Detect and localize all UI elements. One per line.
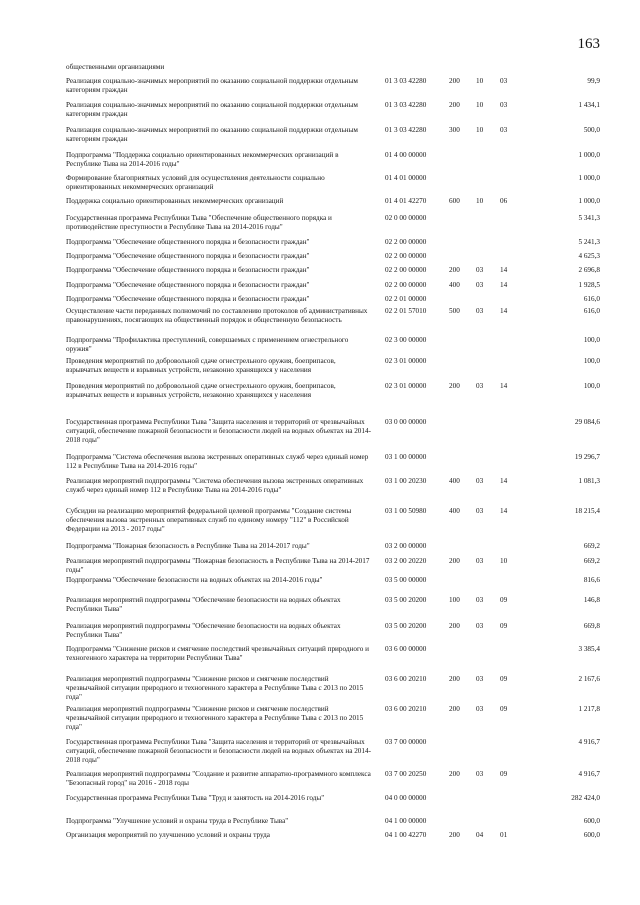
row-pr: 03	[476, 477, 484, 485]
row-code: 03 1 00 20230	[385, 477, 427, 485]
row-name: Государственная программа Республики Тыва "Обеспечение общественного порядка и противодействие преступности в Республике Тыва на 2014-2016 годы"	[66, 214, 332, 231]
row-sum: 100,0	[583, 382, 600, 390]
row-sum: 616,0	[583, 307, 600, 315]
row-rz: 200	[449, 675, 460, 683]
row-code: 03 2 00 00000	[385, 542, 427, 550]
row-code: 03 6 00 20210	[385, 705, 427, 713]
row-code: 03 5 00 00000	[385, 576, 427, 584]
row-name: Подпрограмма "Обеспечение общественного порядка и безопасности граждан"	[66, 266, 310, 274]
row-rz: 400	[449, 507, 460, 515]
row-sum: 5 341,3	[578, 214, 600, 222]
row-rz: 100	[449, 596, 460, 604]
row-code: 01 4 00 00000	[385, 151, 427, 159]
row-sum: 669,2	[583, 542, 600, 550]
row-code: 02 0 00 00000	[385, 214, 427, 222]
row-name: Субсидии на реализацию мероприятий федеральной целевой программы "Создание системы обеспечения вызова экстренных оперативных служб по единому номеру "112" в Российской Федерации на 2013 - 2017 годы"	[66, 507, 352, 533]
row-pr: 03	[476, 382, 484, 390]
row-vr: 09	[500, 675, 508, 683]
row-sum: 616,0	[583, 295, 600, 303]
row-code: 02 2 01 57010	[385, 307, 427, 315]
row-name: Реализация социально-значимых мероприятий по оказанию социальной поддержки отдельным категориям граждан	[66, 126, 358, 143]
row-name: Подпрограмма "Улучшение условий и охраны труда в Республике Тыва"	[66, 817, 289, 825]
row-name: Подпрограмма "Обеспечение общественного порядка и безопасности граждан"	[66, 281, 310, 289]
row-rz: 200	[449, 101, 460, 109]
row-name: Подпрограмма "Профилактика преступлений, совершаемых с применением огнестрельного оружия"	[66, 336, 349, 353]
row-pr: 10	[476, 197, 484, 205]
row-sum: 4 916,7	[578, 770, 600, 778]
row-pr: 03	[476, 770, 484, 778]
row-code: 01 3 03 42280	[385, 77, 427, 85]
row-sum: 282 424,0	[571, 794, 600, 802]
row-code: 01 4 01 00000	[385, 174, 427, 182]
row-rz: 300	[449, 126, 460, 134]
row-code: 02 3 01 00000	[385, 382, 427, 390]
row-pr: 03	[476, 266, 484, 274]
row-code: 03 6 00 20210	[385, 675, 427, 683]
row-vr: 09	[500, 705, 508, 713]
row-code: 01 3 03 42280	[385, 101, 427, 109]
row-sum: 1 928,5	[578, 281, 600, 289]
row-rz: 200	[449, 705, 460, 713]
row-code: 03 7 00 00000	[385, 738, 427, 746]
row-code: 02 3 00 00000	[385, 336, 427, 344]
row-name: Проведения мероприятий по добровольной сдаче огнестрельного оружия, боеприпасов, взрывчатых веществ и взрывных устройств, незаконно хранящихся у населения	[66, 357, 336, 374]
row-pr: 03	[476, 307, 484, 315]
row-code: 04 0 00 00000	[385, 794, 427, 802]
row-name: Реализация мероприятий подпрограммы "Создание и развитие аппаратно-программного комплекса "Безопасный город" на 2016 - 2018 годы	[66, 770, 371, 787]
row-vr: 14	[500, 281, 508, 289]
row-sum: 100,0	[583, 357, 600, 365]
row-vr: 09	[500, 622, 508, 630]
row-rz: 200	[449, 557, 460, 565]
row-pr: 03	[476, 622, 484, 630]
row-vr: 03	[500, 101, 508, 109]
row-pr: 03	[476, 281, 484, 289]
row-vr: 01	[500, 831, 508, 839]
row-code: 04 1 00 42270	[385, 831, 427, 839]
row-code: 03 2 00 20220	[385, 557, 427, 565]
row-sum: 5 241,3	[578, 238, 600, 246]
row-vr: 14	[500, 477, 508, 485]
row-code: 03 5 00 20200	[385, 596, 427, 604]
row-name: Подпрограмма "Обеспечение безопасности на водных объектах на 2014-2016 годы"	[66, 576, 323, 584]
row-vr: 14	[500, 507, 508, 515]
row-vr: 06	[500, 197, 508, 205]
row-pr: 03	[476, 675, 484, 683]
row-name: Подпрограмма "Поддержка социально ориентированных некоммерческих организаций в Республике Тыва на 2014-2016 годы"	[66, 151, 339, 168]
row-pr: 10	[476, 101, 484, 109]
row-name: Реализация социально-значимых мероприятий по оказанию социальной поддержки отдельным категориям граждан	[66, 77, 358, 94]
row-sum: 3 385,4	[578, 645, 600, 653]
row-name: Реализация социально-значимых мероприятий по оказанию социальной поддержки отдельным категориям граждан	[66, 101, 358, 118]
row-vr: 14	[500, 382, 508, 390]
row-vr: 03	[500, 126, 508, 134]
row-sum: 669,2	[583, 557, 600, 565]
row-sum: 1 000,0	[578, 197, 600, 205]
row-vr: 09	[500, 770, 508, 778]
row-name: Подпрограмма "Обеспечение общественного порядка и безопасности граждан"	[66, 238, 310, 246]
row-rz: 200	[449, 382, 460, 390]
row-pr: 10	[476, 126, 484, 134]
row-name: Подпрограмма "Система обеспечения вызова экстренных оперативных служб через единый номер 112 в Республике Тыва на 2014-2016 годы"	[66, 453, 369, 470]
row-pr: 10	[476, 77, 484, 85]
row-name: Реализация мероприятий подпрограммы "Система обеспечения вызова экстренных оперативных служб через единый номер 112 в Республике Тыва на 2014-2016 годы"	[66, 477, 364, 494]
row-name: Реализация мероприятий подпрограммы "Снижение рисков и смягчение последствий чрезвычайной ситуации природного и техногенного характера в Республике Тыва с 2013 по 2015 года"	[66, 675, 364, 701]
row-rz: 200	[449, 770, 460, 778]
row-vr: 03	[500, 77, 508, 85]
page-number: 163	[577, 36, 600, 52]
row-vr: 14	[500, 307, 508, 315]
row-rz: 400	[449, 281, 460, 289]
row-sum: 669,8	[583, 622, 600, 630]
row-code: 02 2 00 00000	[385, 252, 427, 260]
row-name: Подпрограмма "Обеспечение общественного порядка и безопасности граждан"	[66, 252, 310, 260]
row-name: Организация мероприятий по улучшению условий и охраны труда	[66, 831, 270, 839]
row-sum: 146,8	[583, 596, 600, 604]
row-code: 01 4 01 42270	[385, 197, 427, 205]
row-rz: 200	[449, 622, 460, 630]
row-code: 03 7 00 20250	[385, 770, 427, 778]
row-name: Государственная программа Республики Тыва "Труд и занятость на 2014-2016 годы"	[66, 794, 325, 802]
row-name: Государственная программа Республики Тыва "Защита населения и территорий от чрезвычайных ситуаций, обеспечение пожарной безопасности и безопасности людей на водных объектах на 2014-2018 годы"	[66, 738, 371, 764]
row-code: 04 1 00 00000	[385, 817, 427, 825]
row-vr: 10	[500, 557, 508, 565]
row-rz: 200	[449, 266, 460, 274]
row-code: 03 0 00 00000	[385, 418, 427, 426]
row-name: Реализация мероприятий подпрограммы "Обеспечение безопасности на водных объектах Республики Тыва"	[66, 622, 341, 639]
row-name: Формирование благоприятных условий для осуществления деятельности социально ориентированных некоммерческих организаций	[66, 174, 325, 191]
row-sum: 19 296,7	[574, 453, 600, 461]
row-sum: 600,0	[583, 817, 600, 825]
row-sum: 100,0	[583, 336, 600, 344]
row-sum: 1 217,8	[578, 705, 600, 713]
row-code: 03 1 00 50980	[385, 507, 427, 515]
row-sum: 4 625,3	[578, 252, 600, 260]
row-rz: 600	[449, 197, 460, 205]
row-code: 02 2 00 00000	[385, 266, 427, 274]
row-pr: 03	[476, 507, 484, 515]
row-rz: 200	[449, 77, 460, 85]
row-pr: 04	[476, 831, 484, 839]
row-sum: 1 000,0	[578, 174, 600, 182]
row-code: 03 5 00 20200	[385, 622, 427, 630]
row-sum: 99,9	[587, 77, 600, 85]
row-name: Реализация мероприятий подпрограммы "Пожарная безопасность в Республике Тыва на 2014-2017 годы"	[66, 557, 370, 574]
row-sum: 2 167,6	[578, 675, 600, 683]
row-name: Реализация мероприятий подпрограммы "Снижение рисков и смягчение последствий чрезвычайной ситуации природного и техногенного характера в Республике Тыва с 2013 по 2015 года"	[66, 705, 364, 731]
row-name: Подпрограмма "Обеспечение общественного порядка и безопасности граждан"	[66, 295, 310, 303]
row-pr: 03	[476, 557, 484, 565]
row-sum: 29 084,6	[574, 418, 600, 426]
row-name: Подпрограмма "Пожарная безопасность в Республике Тыва на 2014-2017 годы"	[66, 542, 310, 550]
row-name: Реализация мероприятий подпрограммы "Обеспечение безопасности на водных объектах Республики Тыва"	[66, 596, 341, 613]
row-code: 02 2 01 00000	[385, 295, 427, 303]
row-rz: 500	[449, 307, 460, 315]
row-sum: 1 000,0	[578, 151, 600, 159]
row-code: 03 6 00 00000	[385, 645, 427, 653]
row-rz: 200	[449, 831, 460, 839]
row-pr: 03	[476, 596, 484, 604]
row-sum: 2 696,8	[578, 266, 600, 274]
row-sum: 4 916,7	[578, 738, 600, 746]
row-sum: 500,0	[583, 126, 600, 134]
row-name: Осуществление части переданных полномочий по составлению протоколов об административных правонарушениях, посягающих на общественный порядок и общественную безопасность	[66, 307, 368, 324]
row-code: 02 3 01 00000	[385, 357, 427, 365]
row-vr: 09	[500, 596, 508, 604]
row-code: 02 2 00 00000	[385, 238, 427, 246]
row-code: 01 3 03 42280	[385, 126, 427, 134]
row-pr: 03	[476, 705, 484, 713]
row-sum: 18 215,4	[574, 507, 600, 515]
row-sum: 1 434,1	[578, 101, 600, 109]
row-vr: 14	[500, 266, 508, 274]
row-code: 03 1 00 00000	[385, 453, 427, 461]
row-name: Проведения мероприятий по добровольной сдаче огнестрельного оружия, боеприпасов, взрывчатых веществ и взрывных устройств, незаконно хранящихся у населения	[66, 382, 336, 399]
row-rz: 400	[449, 477, 460, 485]
row-sum: 600,0	[583, 831, 600, 839]
row-sum: 816,6	[583, 576, 600, 584]
row-name: Поддержка социально ориентированных некоммерческих организаций	[66, 197, 284, 205]
row-code: 02 2 00 00000	[385, 281, 427, 289]
row-sum: 1 081,3	[578, 477, 600, 485]
continued-row-text: общественными организациями	[66, 63, 165, 71]
row-name: Подпрограмма "Снижение рисков и смягчение последствий чрезвычайных ситуаций природного и техногенного характера на территории Республики Тыва"	[66, 645, 369, 662]
row-name: Государственная программа Республики Тыва "Защита населения и территорий от чрезвычайных ситуаций, обеспечение пожарной безопасности и безопасности людей на водных объектах на 2014-2018 годы"	[66, 418, 371, 444]
